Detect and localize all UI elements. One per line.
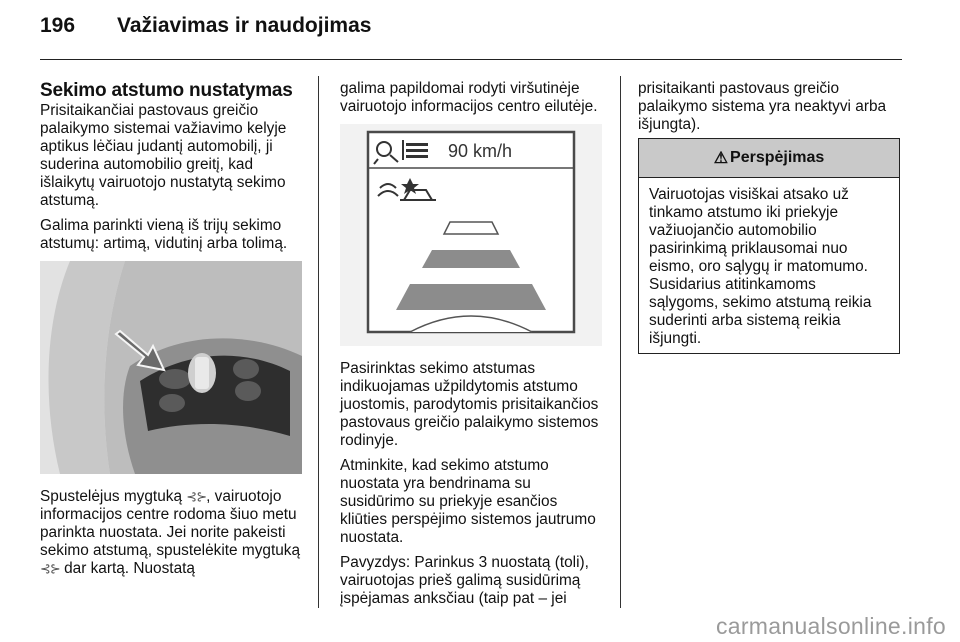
distance-bar-near [444, 222, 498, 234]
column-divider-2 [620, 76, 621, 608]
distance-bar-far [396, 284, 546, 310]
paragraph: Pasirinktas sekimo atstumas indikuojamas užpildytomis atstumo juostomis, parodytomis prisitaikančios pastovaus greičio palaikymo sistemos rodinyje. [340, 360, 599, 449]
warning-title: Perspėjimas [730, 149, 825, 166]
steering-wheel-illustration [40, 261, 302, 474]
steering-wheel-figure [40, 261, 302, 474]
warning-box [638, 138, 900, 354]
follow-distance-icon: ⊰⊱ [186, 489, 207, 504]
watermark: carmanualsonline.info [715, 613, 946, 639]
paragraph: Prisitaikančiai pastovaus greičio palaikymo sistemai važiavimo kelyje aptikus lėčiau judantį automobilį, ji suderina automobilio greitį, kad išlaikytų vairuotojo nustatytą sekimo atstumą. [40, 102, 287, 209]
paragraph: Pavyzdys: Parinkus 3 nuostatą (toli), vairuotojas prieš galimą susidūrimą įspėjamas anksčiau (taip pat – jei [340, 554, 589, 607]
header-rule [40, 59, 902, 60]
paragraph: prisitaikanti pastovaus greičio palaikymo sistema yra neaktyvi arba išjungta). [638, 80, 887, 133]
distance-bar-mid [422, 250, 520, 268]
column-divider-1 [318, 76, 319, 608]
chapter-title: Važiavimas ir naudojimas [117, 14, 372, 37]
paragraph-with-icons: Spustelėjus mygtuką ⊰⊱, vairuotojo informacijos centre rodoma šiuo metu parinkta nuostata. Jei norite pakeisti sekimo atstumą, spustelėkite mygtuką ⊰⊱ dar kartą. Nuostatą [40, 488, 301, 577]
paragraph: galima papildomai rodyti viršutinėje vairuotojo informacijos centro eilutėje. [340, 80, 598, 115]
display-speed: 90 km/h [448, 141, 513, 161]
column-3 [638, 80, 902, 141]
warning-text: Vairuotojas visiškai atsako už tinkamo atstumo iki priekyje važiuojančio automobilio pasirinkimą priklausomai nuo eismo, oro sąlygų ir matomumo. Susidarius atitinkamoms sąlygoms, sekimo atstumą reikia suderinti arba sistemą reikia išjungti. [649, 186, 872, 347]
page-number: 196 [40, 14, 76, 37]
section-title: Sekimo atstumo nustatymas [40, 80, 293, 101]
column-2 [340, 80, 606, 615]
acc-display-illustration [340, 124, 602, 346]
column-1 [40, 80, 306, 585]
follow-distance-icon: ⊰⊱ [40, 561, 60, 576]
dic-display-figure [340, 124, 602, 346]
paragraph: Atminkite, kad sekimo atstumo nuostata yra bendrinama su susidūrimo su priekyje esančios kliūties perspėjimo sistemos jautrumo nuostata. [340, 457, 596, 546]
warning-header [639, 139, 899, 178]
paragraph: Galima parinkti vieną iš trijų sekimo atstumų: artimą, vidutinį arba tolimą. [40, 217, 288, 252]
warning-icon: ⚠ [713, 150, 729, 167]
